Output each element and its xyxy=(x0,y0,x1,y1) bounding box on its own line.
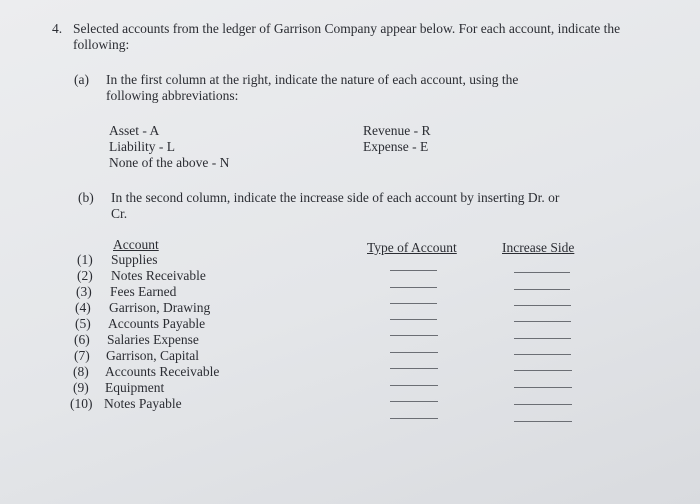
answer-blank-increase[interactable] xyxy=(514,272,570,273)
header-type-of-account: Type of Account xyxy=(367,240,457,255)
answer-blank-type[interactable] xyxy=(390,418,438,419)
row-number: (8) xyxy=(73,364,89,379)
abbr-none: None of the above - N xyxy=(109,155,230,170)
answer-blank-increase[interactable] xyxy=(514,289,570,290)
account-name: Notes Receivable xyxy=(111,268,206,283)
row-number: (7) xyxy=(74,348,90,363)
answer-blank-type[interactable] xyxy=(390,270,437,271)
account-name: Accounts Payable xyxy=(108,316,206,331)
row-number: (1) xyxy=(77,252,93,267)
row-number: (6) xyxy=(74,332,90,347)
account-name: Notes Payable xyxy=(104,396,182,411)
answer-blank-increase[interactable] xyxy=(514,354,571,355)
row-number: (4) xyxy=(75,300,91,315)
account-name: Supplies xyxy=(111,252,158,267)
answer-blank-increase[interactable] xyxy=(514,387,572,388)
answer-blank-increase[interactable] xyxy=(514,305,571,306)
part-b-label: (b) xyxy=(78,190,94,205)
answer-blank-type[interactable] xyxy=(390,401,438,402)
abbr-asset: Asset - A xyxy=(109,123,160,138)
answer-blank-type[interactable] xyxy=(390,352,438,353)
account-name: Salaries Expense xyxy=(107,332,199,347)
abbr-revenue: Revenue - R xyxy=(363,123,431,138)
question-text-line1: Selected accounts from the ledger of Garrison Company appear below. For each account, indicate the xyxy=(73,21,621,36)
part-b-line2: Cr. xyxy=(111,206,128,221)
answer-blank-type[interactable] xyxy=(390,385,438,386)
row-number: (10) xyxy=(70,396,93,411)
part-b-line1: In the second column, indicate the increase side of each account by inserting Dr. or xyxy=(111,190,560,205)
answer-blank-type[interactable] xyxy=(390,335,438,336)
answer-blank-type[interactable] xyxy=(390,303,437,304)
question-number: 4. xyxy=(52,21,63,36)
account-name: Equipment xyxy=(105,380,165,395)
row-number: (3) xyxy=(76,284,92,299)
abbr-expense: Expense - E xyxy=(363,139,429,154)
row-number: (2) xyxy=(77,268,93,283)
account-name: Accounts Receivable xyxy=(105,364,220,379)
account-name: Garrison, Capital xyxy=(106,348,199,363)
answer-blank-increase[interactable] xyxy=(514,421,572,422)
abbr-liability: Liability - L xyxy=(109,139,175,154)
answer-blank-increase[interactable] xyxy=(514,370,572,371)
answer-blank-type[interactable] xyxy=(390,368,438,369)
answer-blank-increase[interactable] xyxy=(514,321,571,322)
account-name: Fees Earned xyxy=(110,284,177,299)
part-a-line1: In the first column at the right, indicate the nature of each account, using the xyxy=(106,72,519,87)
header-increase-side: Increase Side xyxy=(502,240,575,255)
row-number: (9) xyxy=(73,380,89,395)
account-name: Garrison, Drawing xyxy=(109,300,211,315)
question-text-line2: following: xyxy=(73,37,130,52)
answer-blank-increase[interactable] xyxy=(514,338,571,339)
part-a-line2: following abbreviations: xyxy=(106,88,239,103)
header-account: Account xyxy=(113,237,159,252)
row-number: (5) xyxy=(75,316,91,331)
answer-blank-type[interactable] xyxy=(390,319,437,320)
answer-blank-increase[interactable] xyxy=(514,404,572,405)
part-a-label: (a) xyxy=(74,72,89,87)
answer-blank-type[interactable] xyxy=(390,287,437,288)
